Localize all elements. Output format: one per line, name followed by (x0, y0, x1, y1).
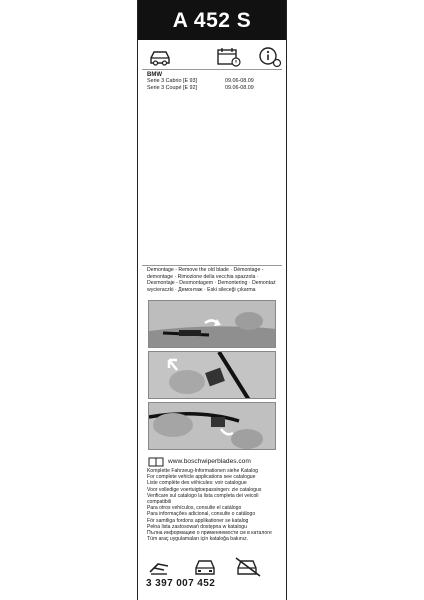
vehicle-dates: 09.06-08.09 (225, 84, 254, 91)
catalog-line: Voor volledige voertuigtoepassingen: zie catalogus (147, 486, 262, 493)
catalog-line: Пълна информацию о применяемости см в каталоге (147, 530, 272, 537)
model-header: A 452 S (138, 0, 286, 40)
divider (142, 265, 282, 266)
car-front-icon (192, 556, 218, 578)
vehicle-applications (147, 72, 277, 91)
catalog-line: For complete vehicle applications see catalogue (147, 474, 256, 481)
catalog-line: compatibili (147, 499, 172, 506)
car-icon (148, 46, 172, 68)
catalog-line: Verificare sul catalogo la lista completa dei veicoli (147, 492, 259, 499)
catalog-line: Tüm araç uygulamaları için kataloğa bakınız. (147, 536, 249, 543)
hand-icon (148, 558, 170, 576)
header-icons (144, 46, 280, 68)
catalog-line: Para otros vehículos, consulte el catálogo (147, 505, 242, 512)
product-label-strip (137, 0, 287, 600)
catalog-line: Pełna lista zastosowań dostępna w katalogu (147, 523, 247, 530)
part-number: 3 397 007 452 (146, 578, 216, 589)
catalog-notes (147, 468, 279, 542)
bottom-icons (146, 556, 276, 578)
info-icon (258, 46, 282, 68)
divider (142, 69, 282, 70)
step-1-illustration (148, 300, 276, 348)
step-3-illustration (148, 402, 276, 450)
instruction-line: Desmontaje - Desmontagem · Demontering · Demontaż (147, 280, 276, 287)
removal-instructions (147, 267, 279, 293)
catalog-line: Para informações adicional, consulte o catálogo (147, 511, 256, 518)
vehicle-model: Serie 3 Cabrio [E 93] (147, 78, 198, 85)
calendar-icon (216, 46, 242, 68)
catalog-book-icon (148, 457, 164, 467)
car-crossed-icon (234, 556, 262, 578)
step-2-illustration (148, 351, 276, 399)
vehicle-row (147, 85, 277, 91)
website-row (148, 457, 276, 467)
website-link[interactable]: www.boschwiperblades.com (168, 458, 251, 465)
catalog-line: Liste complète des véhicules: voir catalogue (147, 480, 247, 487)
instruction-line: Demontage - Remove the old blade · Démontage - (147, 267, 264, 273)
catalog-line: Komplette Fahrzeug-Informationen siehe Katalog (147, 468, 258, 474)
instruction-line: demontage · Rimozione della vecchia spazzola · (147, 273, 259, 280)
vehicle-dates: 09.06-08.09 (225, 78, 254, 85)
catalog-line: För samtliga fordons applikationer se katalog (147, 517, 249, 524)
vehicle-model: Serie 3 Coupé [E 92] (147, 84, 198, 91)
instruction-line: wycieraczki · Демонтаж · Eski sileceği çıkarma (147, 286, 256, 293)
vehicle-brand: BMW (147, 72, 162, 78)
